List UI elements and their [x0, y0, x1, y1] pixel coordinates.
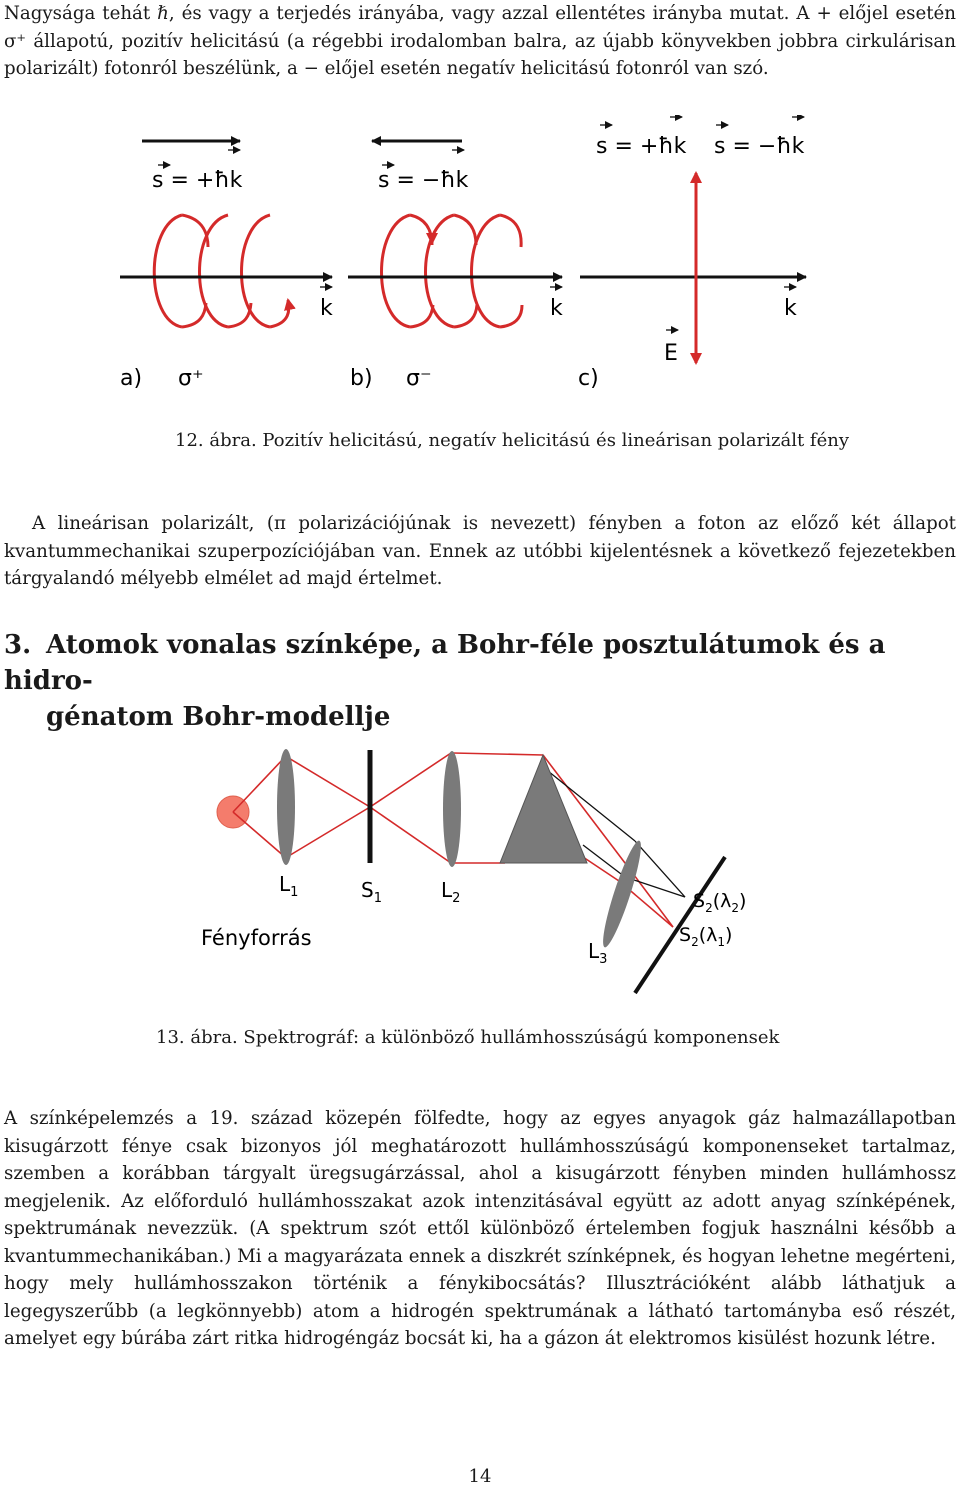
- figure-12-caption: 12. ábra. Pozitív helicitású, negatív helicitású és lineárisan polarizált fény: [175, 430, 850, 451]
- lens-l3: [597, 838, 647, 949]
- section-title-line1: Atomok vonalas színképe, a Bohr-féle posztulátumok és a hidro-: [4, 630, 886, 696]
- section-heading: [4, 627, 956, 735]
- helix-a: [154, 215, 289, 327]
- figure-12-svg: [110, 115, 830, 405]
- page-number: 14: [468, 1466, 492, 1487]
- paragraph-linear-polarization: [4, 510, 956, 593]
- label-l2: $L_2$: [441, 878, 461, 906]
- figure-13-svg: [195, 745, 775, 995]
- spin-label-c-minus: s = −ħk: [714, 134, 805, 159]
- label-l3: $L_3$: [588, 939, 608, 967]
- panel-label-c: c): [578, 366, 599, 391]
- k-label-b: k: [550, 296, 563, 321]
- spin-label-c-plus: s = +ħk: [596, 134, 687, 159]
- prism: [500, 755, 587, 863]
- spin-label-a: s = +ħk: [152, 168, 243, 193]
- figure-13-caption: 13. ábra. Spektrográf: a különböző hullámhosszúságú komponensek: [156, 1027, 780, 1048]
- paragraph-linear-polarization-text: A lineárisan polarizált, (π polarizációjúnak is nevezett) fényben a foton az előző két állapot kvantummechanikai szuperpozíciójában van. Ennek az utóbbi kijelentésnek a következő fejezetekben tárgyalandó mélyebb elmélet ad majd értelmet.: [4, 513, 956, 589]
- sigma-minus-label: σ⁻: [406, 366, 432, 391]
- label-s1: $S_1$: [361, 878, 382, 906]
- k-label-a: k: [320, 296, 333, 321]
- panel-label-a: a): [120, 366, 143, 391]
- k-label-c: k: [784, 296, 797, 321]
- helix-b: [382, 215, 523, 327]
- e-label: E: [664, 341, 678, 366]
- lens-l2: [443, 751, 461, 867]
- label-light-source: Fényforrás: [201, 926, 312, 950]
- label-s2-lambda2: $S_2(\lambda_2)$: [693, 890, 747, 915]
- lens-l1: [277, 749, 295, 865]
- section-number: 3.: [4, 630, 32, 660]
- panel-label-b: b): [350, 366, 373, 391]
- sigma-plus-label: σ⁺: [178, 366, 204, 391]
- intro-paragraph: Nagysága tehát ℏ, és vagy a terjedés irányába, vagy azzal ellentétes irányba mutat. A + előjel esetén σ⁺ állapotú, pozitív helicitású (a régebbi irodalomban balra, az újabb könyvekben jobbra cirkulárisan polarizált) fotonról beszélünk, a − előjel esetén negatív helicitású fotonról van szó.: [4, 3, 956, 79]
- label-s2-lambda1: $S_2(\lambda_1)$: [679, 924, 733, 949]
- section-title-line2: génatom Bohr-modellje: [46, 702, 391, 732]
- figure-12-helicity: [110, 115, 830, 405]
- paragraph-spectroscopy: A színképelemzés a 19. század közepén fölfedte, hogy az egyes anyagok gáz halmazállapotban kisugárzott fénye csak bizonyos jól meghatározott hullámhosszúságú komponenseket tartalmaz, szemben a korábban tárgyalt üregsugárzással, ahol a kisugárzott fényben minden hullámhossz megjelenik. Az előforduló hullámhosszakat azok intenzitásával együtt az adott anyag színképének, spektrumának nevezzük. (A spektrum szót ettől különböző értelemben fogjuk használni később a kvantummechanikában.) Mi a magyarázata ennek a diszkrét színképnek, és hogyan lehetne megérteni, hogy mely hullámhosszakon történik a fénykibocsátás? Illusztrációként alább láthatjuk a legegyszerűbb (a legkönnyebb) atom a hidrogén spektrumának a látható tartományba eső részét, amelyet egy búrába zárt ritka hidrogéngáz bocsát ki, ha a gázon át elektromos kisülést hozunk létre.: [4, 1108, 956, 1349]
- spin-label-b: s = −ħk: [378, 168, 469, 193]
- figure-13-spectrograph: [195, 745, 775, 995]
- label-l1: $L_1$: [279, 872, 299, 900]
